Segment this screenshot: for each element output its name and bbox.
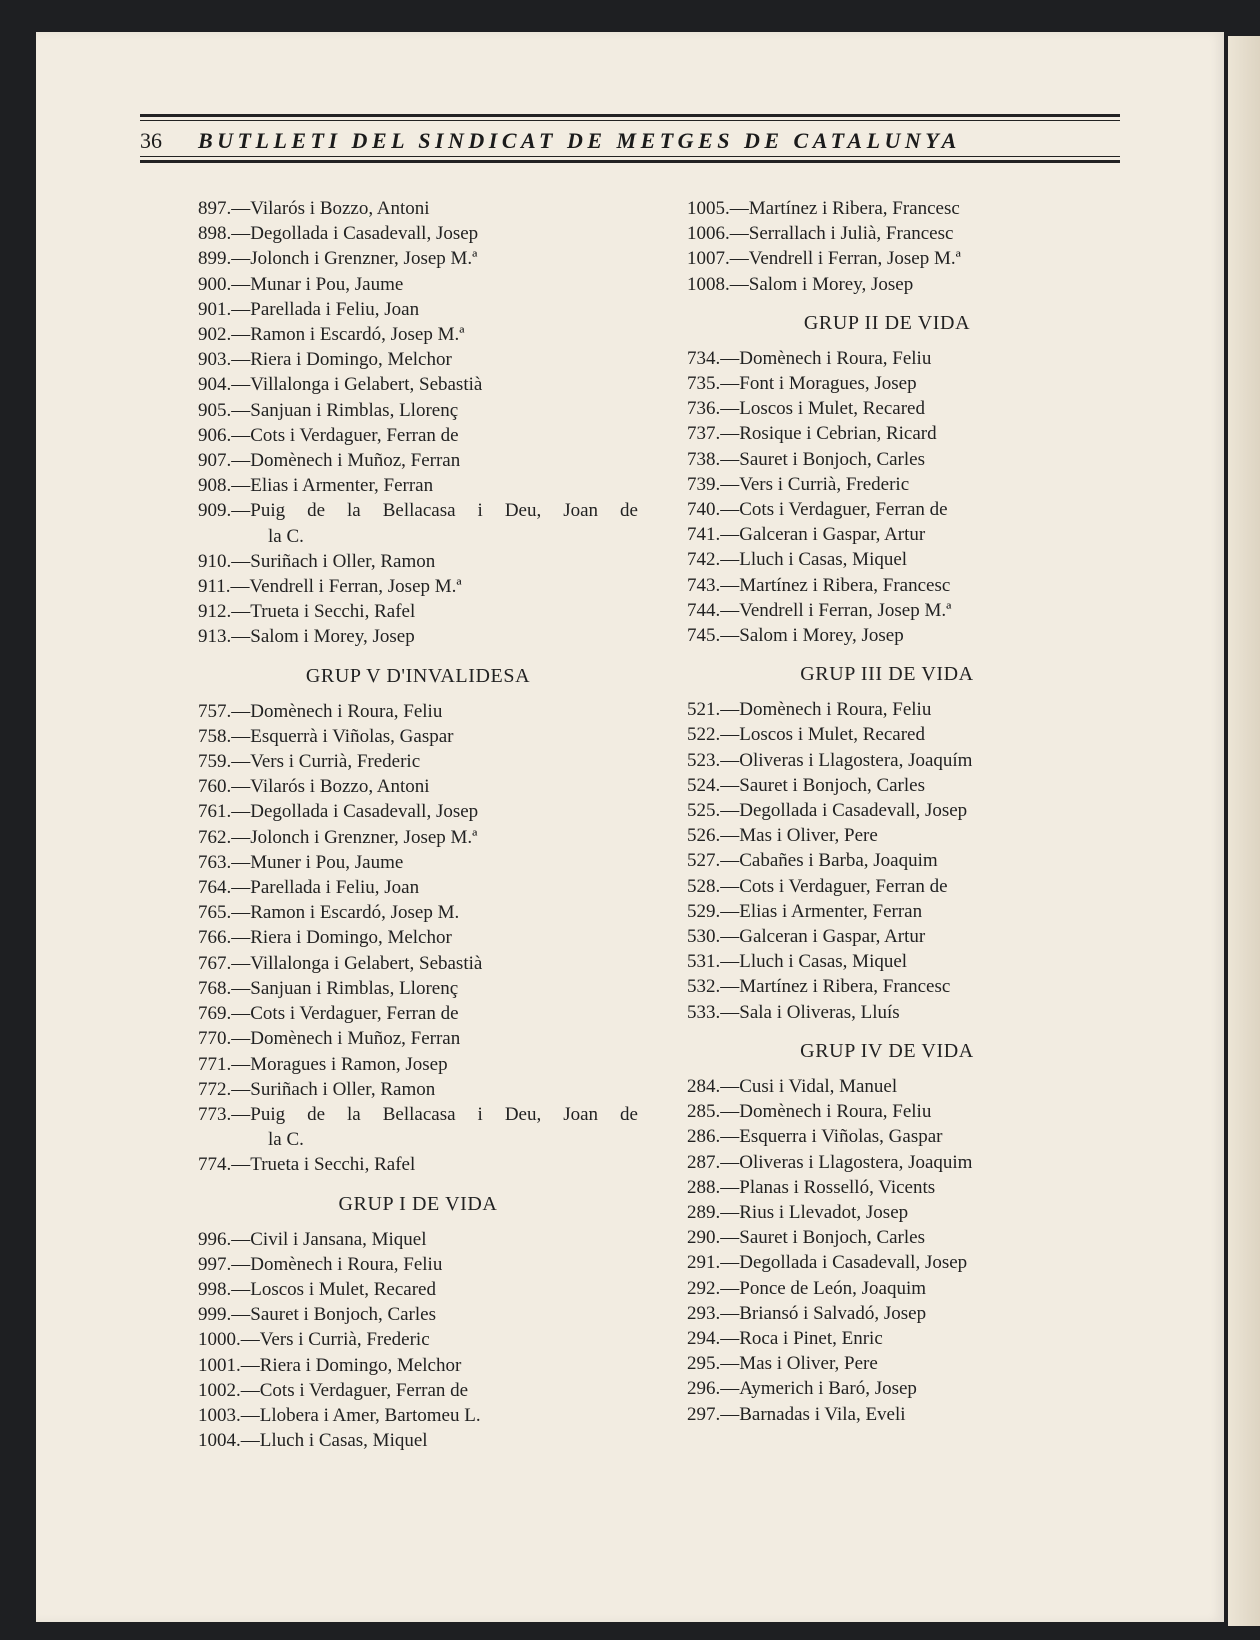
- list-entry: 761.—Degollada i Casadevall, Josep: [198, 801, 479, 823]
- list-entry: 910.—Suriñach i Oller, Ramon: [198, 550, 436, 572]
- list-entry: 901.—Parellada i Feliu, Joan: [198, 298, 420, 320]
- list-entry: 284.—Cusi i Vidal, Manuel: [687, 1075, 898, 1097]
- list-entry: 897.—Vilarós i Bozzo, Antoni: [198, 198, 430, 219]
- list-entry: 293.—Briansó i Salvadó, Josep: [687, 1302, 927, 1324]
- list-entry: 899.—Jolonch i Grenzner, Josep M.ª: [198, 248, 478, 270]
- left-column: [198, 196, 658, 1453]
- page-number: 36: [140, 128, 162, 153]
- list-entry: 286.—Esquerra i Viñolas, Gaspar: [687, 1126, 943, 1148]
- header-rule-bottom: [140, 160, 1120, 163]
- list-entry: 762.—Jolonch i Grenzner, Josep M.ª: [198, 826, 478, 848]
- list-entry: 740.—Cots i Verdaguer, Ferran de: [687, 499, 948, 521]
- list-entry: 767.—Villalonga i Gelabert, Sebastià: [198, 952, 483, 974]
- list-entry: 295.—Mas i Oliver, Pere: [687, 1353, 878, 1375]
- list-entry: 1007.—Vendrell i Ferran, Josep M.ª: [687, 248, 961, 270]
- list-entry: 1005.—Martínez i Ribera, Francesc: [687, 198, 960, 219]
- list-entry: 769.—Cots i Verdaguer, Ferran de: [198, 1003, 459, 1025]
- list-entry: 765.—Ramon i Escardó, Josep M.: [198, 902, 460, 924]
- running-title: BUTLLETI DEL SINDICAT DE METGES DE CATALUNYA: [198, 128, 961, 153]
- list-entry: 742.—Lluch i Casas, Miquel: [687, 549, 908, 571]
- section-heading: GRUP I DE VIDA: [338, 1192, 498, 1215]
- list-entry: 744.—Vendrell i Ferran, Josep M.ª: [687, 599, 952, 621]
- page-edge: [1228, 36, 1260, 1626]
- list-entry: 737.—Rosique i Cebrian, Ricard: [687, 423, 937, 445]
- list-entry: 906.—Cots i Verdaguer, Ferran de: [198, 424, 459, 446]
- list-entry: 763.—Muner i Pou, Jaume: [198, 851, 404, 873]
- list-entry: 523.—Oliveras i Llagostera, Joaquím: [687, 749, 973, 771]
- list-entry: 524.—Sauret i Bonjoch, Carles: [687, 774, 925, 796]
- list-entry: 745.—Salom i Morey, Josep: [687, 625, 904, 647]
- list-entry: 757.—Domènech i Roura, Feliu: [198, 700, 443, 722]
- list-entry: 1000.—Vers i Currià, Frederic: [198, 1329, 430, 1351]
- list-entry: 764.—Parellada i Feliu, Joan: [198, 877, 420, 899]
- list-entry: 770.—Domènech i Muñoz, Ferran: [198, 1028, 461, 1050]
- header-rule-top-thin: [140, 120, 1120, 121]
- list-entry: 905.—Sanjuan i Rimblas, Llorenç: [198, 399, 459, 421]
- list-entry: [198, 498, 638, 548]
- list-entry: 297.—Barnadas i Vila, Eveli: [687, 1403, 906, 1425]
- list-entry: 734.—Domènech i Roura, Feliu: [687, 347, 932, 369]
- list-entry: 902.—Ramon i Escardó, Josep M.ª: [198, 324, 465, 346]
- list-entry: 771.—Moragues i Ramon, Josep: [198, 1053, 448, 1075]
- list-entry: 898.—Degollada i Casadevall, Josep: [198, 223, 479, 245]
- list-entry: 294.—Roca i Pinet, Enric: [687, 1327, 883, 1349]
- list-entry: 912.—Trueta i Secchi, Rafel: [198, 601, 416, 623]
- list-entry: 287.—Oliveras i Llagostera, Joaquim: [687, 1151, 973, 1173]
- section-heading: GRUP III DE VIDA: [800, 663, 974, 686]
- list-entry: 736.—Loscos i Mulet, Recared: [687, 398, 925, 420]
- list-entry: 288.—Planas i Rosselló, Vicents: [687, 1176, 936, 1198]
- list-entry: 1002.—Cots i Verdaguer, Ferran de: [198, 1379, 469, 1401]
- list-entry: 774.—Trueta i Secchi, Rafel: [198, 1154, 416, 1176]
- list-entry: 768.—Sanjuan i Rimblas, Llorenç: [198, 977, 459, 999]
- list-entry: 530.—Galceran i Gaspar, Artur: [687, 926, 926, 948]
- list-entry: 772.—Suriñach i Oller, Ramon: [198, 1078, 436, 1100]
- header-rule-bottom-thin: [140, 156, 1120, 157]
- list-entry: 285.—Domènech i Roura, Feliu: [687, 1101, 932, 1123]
- list-entry: 291.—Degollada i Casadevall, Josep: [687, 1252, 968, 1274]
- list-entry-text: 909.—Puig de la Bellacasa i Deu, Joan de: [198, 500, 638, 522]
- list-entry: 533.—Sala i Oliveras, Lluís: [687, 1001, 900, 1023]
- list-entry: 528.—Cots i Verdaguer, Ferran de: [687, 875, 948, 897]
- list-entry: 997.—Domènech i Roura, Feliu: [198, 1253, 443, 1275]
- list-entry: 758.—Esquerrà i Viñolas, Gaspar: [198, 725, 454, 747]
- list-entry-text: 773.—Puig de la Bellacasa i Deu, Joan de: [198, 1103, 638, 1125]
- list-entry: 532.—Martínez i Ribera, Francesc: [687, 976, 951, 998]
- list-entry-continuation: la C.: [268, 1129, 304, 1151]
- list-entry: 735.—Font i Moragues, Josep: [687, 373, 917, 395]
- list-entry: 738.—Sauret i Bonjoch, Carles: [687, 448, 925, 470]
- list-entry-continuation: la C.: [268, 525, 304, 547]
- list-entry: 766.—Riera i Domingo, Melchor: [198, 927, 452, 949]
- list-entry: 292.—Ponce de León, Joaquim: [687, 1277, 927, 1299]
- list-entry: 1008.—Salom i Morey, Josep: [687, 273, 914, 295]
- list-entry: 743.—Martínez i Ribera, Francesc: [687, 574, 951, 596]
- list-entry: 531.—Lluch i Casas, Miquel: [687, 951, 908, 973]
- list-entry: 996.—Civil i Jansana, Miquel: [198, 1228, 427, 1250]
- list-entry: 900.—Munar i Pou, Jaume: [198, 273, 404, 295]
- list-entry: 741.—Galceran i Gaspar, Artur: [687, 524, 926, 546]
- section-heading: GRUP V D'INVALIDESA: [305, 664, 531, 687]
- list-entry: 526.—Mas i Oliver, Pere: [687, 825, 878, 847]
- list-entry: 1006.—Serrallach i Julià, Francesc: [687, 223, 954, 245]
- list-entry: 296.—Aymerich i Baró, Josep: [687, 1378, 917, 1400]
- list-entry: 903.—Riera i Domingo, Melchor: [198, 349, 452, 371]
- section-heading: GRUP II DE VIDA: [803, 311, 971, 334]
- list-entry: 1003.—Llobera i Amer, Bartomeu L.: [198, 1404, 481, 1426]
- list-entry: 1004.—Lluch i Casas, Miquel: [198, 1430, 428, 1452]
- list-entry: 999.—Sauret i Bonjoch, Carles: [198, 1304, 436, 1326]
- list-entry: 911.—Vendrell i Ferran, Josep M.ª: [198, 576, 462, 598]
- section-heading: GRUP IV DE VIDA: [800, 1039, 974, 1062]
- list-entry: [198, 1102, 638, 1152]
- list-entry: 527.—Cabañes i Barba, Joaquim: [687, 850, 938, 872]
- list-entry: 739.—Vers i Currià, Frederic: [687, 473, 910, 495]
- header-rule-top: [140, 114, 1120, 117]
- list-entry: 913.—Salom i Morey, Josep: [198, 626, 415, 648]
- list-entry: 998.—Loscos i Mulet, Recared: [198, 1278, 436, 1300]
- list-entry: 1001.—Riera i Domingo, Melchor: [198, 1354, 462, 1376]
- list-entry: 759.—Vers i Currià, Frederic: [198, 751, 421, 773]
- list-entry: 522.—Loscos i Mulet, Recared: [687, 724, 925, 746]
- list-entry: 529.—Elias i Armenter, Ferran: [687, 900, 923, 922]
- running-header: [140, 124, 1130, 158]
- list-entry: 290.—Sauret i Bonjoch, Carles: [687, 1227, 925, 1249]
- list-entry: 760.—Vilarós i Bozzo, Antoni: [198, 776, 430, 798]
- list-entry: 907.—Domènech i Muñoz, Ferran: [198, 450, 461, 472]
- list-entry: 525.—Degollada i Casadevall, Josep: [687, 800, 968, 822]
- right-column: [687, 196, 1147, 1427]
- list-entry: 908.—Elias i Armenter, Ferran: [198, 475, 434, 497]
- list-entry: 521.—Domènech i Roura, Feliu: [687, 699, 932, 721]
- list-entry: 289.—Rius i Llevadot, Josep: [687, 1201, 909, 1223]
- list-entry: 904.—Villalonga i Gelabert, Sebastià: [198, 374, 483, 396]
